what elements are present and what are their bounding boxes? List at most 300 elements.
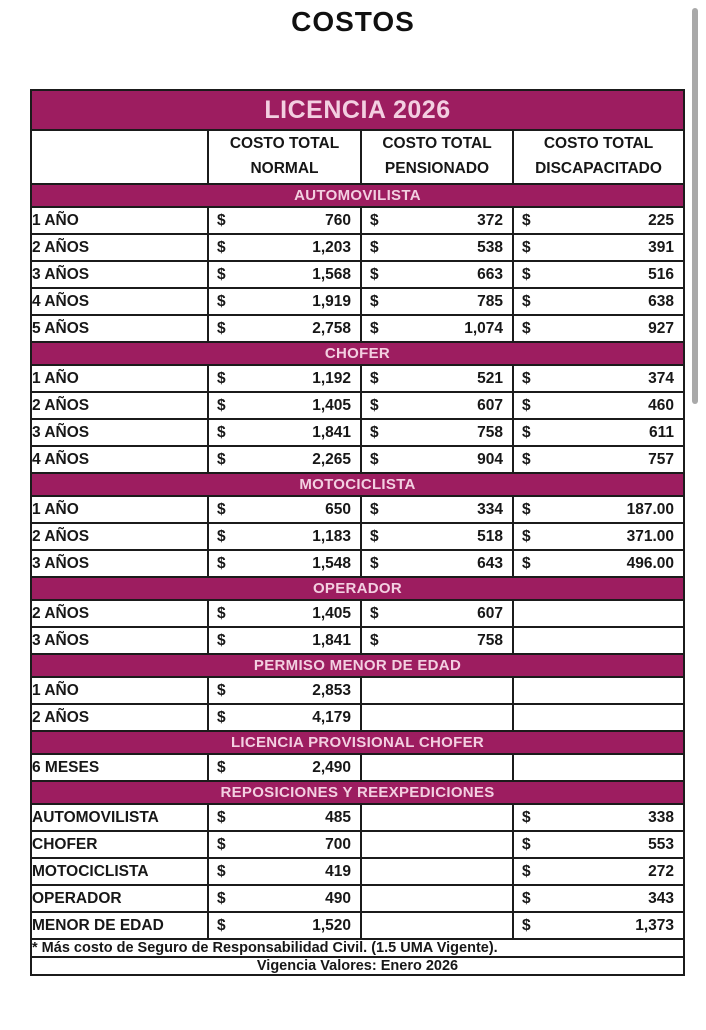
amount-value: 460 — [648, 396, 674, 414]
amount-wrap — [362, 239, 512, 257]
amount-value: 1,074 — [464, 319, 503, 337]
cell-discapacitado — [513, 831, 684, 858]
currency-symbol: $ — [217, 423, 226, 441]
col-header-pensionado — [361, 130, 513, 184]
currency-symbol: $ — [217, 238, 226, 256]
section-header-operador: OPERADOR — [31, 577, 684, 600]
col-header-normal-line2: NORMAL — [250, 160, 319, 177]
amount-wrap — [209, 370, 360, 388]
amount-wrap — [362, 212, 512, 230]
amount-value: 663 — [477, 265, 503, 283]
cell-normal — [208, 704, 361, 731]
amount-wrap — [209, 320, 360, 338]
cell-normal — [208, 550, 361, 577]
row-label: 2 AÑOS — [31, 523, 208, 550]
amount-value: 2,490 — [312, 758, 351, 776]
cell-normal — [208, 446, 361, 473]
amount-wrap — [209, 605, 360, 623]
table-row — [31, 677, 684, 704]
cell-pensionado — [361, 234, 513, 261]
amount-wrap — [209, 212, 360, 230]
cell-normal — [208, 627, 361, 654]
amount-value: 1,203 — [312, 238, 351, 256]
cell-pensionado — [361, 804, 513, 831]
currency-symbol: $ — [522, 808, 531, 826]
amount-value: 643 — [477, 554, 503, 572]
currency-symbol: $ — [522, 319, 531, 337]
row-label: 6 MESES — [31, 754, 208, 781]
currency-symbol: $ — [522, 527, 531, 545]
amount-value: 1,841 — [312, 631, 351, 649]
cell-pensionado — [361, 365, 513, 392]
currency-symbol: $ — [522, 423, 531, 441]
cell-pensionado — [361, 754, 513, 781]
amount-wrap — [514, 917, 683, 935]
amount-value: 758 — [477, 631, 503, 649]
cell-discapacitado — [513, 419, 684, 446]
currency-symbol: $ — [370, 396, 379, 414]
cell-discapacitado — [513, 315, 684, 342]
cell-normal — [208, 831, 361, 858]
amount-value: 490 — [325, 889, 351, 907]
cell-normal — [208, 523, 361, 550]
section-header-automovilista: AUTOMOVILISTA — [31, 184, 684, 207]
col-header-normal — [208, 130, 361, 184]
cell-pensionado — [361, 261, 513, 288]
cell-normal — [208, 207, 361, 234]
cell-pensionado — [361, 419, 513, 446]
cell-pensionado — [361, 523, 513, 550]
footnote: * Más costo de Seguro de Responsabilidad Civil. (1.5 UMA Vigente). — [31, 939, 684, 957]
currency-symbol: $ — [217, 708, 226, 726]
amount-value: 1,192 — [312, 369, 351, 387]
table-row — [31, 261, 684, 288]
amount-value: 391 — [648, 238, 674, 256]
amount-wrap — [209, 293, 360, 311]
amount-value: 516 — [648, 265, 674, 283]
table-row — [31, 496, 684, 523]
amount-wrap — [209, 863, 360, 881]
amount-wrap — [514, 528, 683, 546]
currency-symbol: $ — [522, 265, 531, 283]
currency-symbol: $ — [522, 916, 531, 934]
page-title: COSTOS — [291, 6, 415, 37]
amount-wrap — [362, 451, 512, 469]
cell-pensionado — [361, 315, 513, 342]
cell-normal — [208, 315, 361, 342]
currency-symbol: $ — [522, 292, 531, 310]
column-header-row — [31, 130, 684, 184]
table-row — [31, 207, 684, 234]
cell-discapacitado — [513, 523, 684, 550]
currency-symbol: $ — [370, 500, 379, 518]
amount-wrap — [514, 501, 683, 519]
cell-pensionado — [361, 446, 513, 473]
footnote-row — [31, 939, 684, 957]
amount-wrap — [514, 370, 683, 388]
amount-value: 1,568 — [312, 265, 351, 283]
amount-value: 518 — [477, 527, 503, 545]
row-label: CHOFER — [31, 831, 208, 858]
cell-discapacitado — [513, 365, 684, 392]
table-row — [31, 858, 684, 885]
amount-value: 785 — [477, 292, 503, 310]
cell-normal — [208, 288, 361, 315]
amount-value: 1,405 — [312, 396, 351, 414]
amount-value: 607 — [477, 604, 503, 622]
amount-value: 1,405 — [312, 604, 351, 622]
cell-normal — [208, 912, 361, 939]
amount-value: 371.00 — [626, 527, 674, 545]
amount-value: 187.00 — [626, 500, 674, 518]
currency-symbol: $ — [522, 862, 531, 880]
amount-value: 272 — [648, 862, 674, 880]
amount-wrap — [209, 709, 360, 727]
currency-symbol: $ — [217, 450, 226, 468]
currency-symbol: $ — [370, 423, 379, 441]
amount-wrap — [514, 397, 683, 415]
table-row — [31, 392, 684, 419]
cell-normal — [208, 677, 361, 704]
row-label: 5 AÑOS — [31, 315, 208, 342]
row-label: AUTOMOVILISTA — [31, 804, 208, 831]
amount-wrap — [362, 555, 512, 573]
amount-value: 1,548 — [312, 554, 351, 572]
currency-symbol: $ — [217, 808, 226, 826]
currency-symbol: $ — [370, 265, 379, 283]
section-band-row — [31, 342, 684, 365]
currency-symbol: $ — [522, 450, 531, 468]
amount-wrap — [209, 501, 360, 519]
amount-value: 757 — [648, 450, 674, 468]
amount-value: 760 — [325, 211, 351, 229]
cell-pensionado — [361, 704, 513, 731]
currency-symbol: $ — [370, 631, 379, 649]
table-row — [31, 754, 684, 781]
section-header-licencia-provisional-chofer: LICENCIA PROVISIONAL CHOFER — [31, 731, 684, 754]
cell-discapacitado — [513, 754, 684, 781]
amount-wrap — [362, 424, 512, 442]
amount-wrap — [514, 451, 683, 469]
cell-normal — [208, 419, 361, 446]
cell-discapacitado — [513, 704, 684, 731]
currency-symbol: $ — [370, 238, 379, 256]
cell-pensionado — [361, 496, 513, 523]
section-band-row — [31, 473, 684, 496]
col-header-pensionado-line1: COSTO TOTAL — [382, 135, 492, 153]
table-row — [31, 885, 684, 912]
cell-normal — [208, 804, 361, 831]
currency-symbol: $ — [522, 211, 531, 229]
amount-wrap — [209, 555, 360, 573]
row-label: 3 AÑOS — [31, 419, 208, 446]
currency-symbol: $ — [217, 396, 226, 414]
amount-wrap — [514, 890, 683, 908]
cell-discapacitado — [513, 207, 684, 234]
amount-value: 700 — [325, 835, 351, 853]
validity-row — [31, 957, 684, 975]
amount-wrap — [209, 397, 360, 415]
amount-wrap — [209, 836, 360, 854]
cell-normal — [208, 234, 361, 261]
currency-symbol: $ — [370, 450, 379, 468]
amount-value: 538 — [477, 238, 503, 256]
cell-normal — [208, 754, 361, 781]
amount-wrap — [514, 293, 683, 311]
currency-symbol: $ — [217, 369, 226, 387]
amount-wrap — [362, 632, 512, 650]
cell-pensionado — [361, 885, 513, 912]
row-label: 3 AÑOS — [31, 627, 208, 654]
cell-pensionado — [361, 912, 513, 939]
cell-pensionado — [361, 288, 513, 315]
amount-wrap — [514, 266, 683, 284]
section-header-chofer: CHOFER — [31, 342, 684, 365]
amount-value: 650 — [325, 500, 351, 518]
cell-normal — [208, 392, 361, 419]
currency-symbol: $ — [217, 631, 226, 649]
table-title: LICENCIA 2026 — [31, 90, 684, 130]
cell-pensionado — [361, 392, 513, 419]
table-row — [31, 550, 684, 577]
section-band-row — [31, 781, 684, 804]
row-label: 2 AÑOS — [31, 392, 208, 419]
table-row — [31, 365, 684, 392]
currency-symbol: $ — [370, 292, 379, 310]
table-row — [31, 627, 684, 654]
section-band-row — [31, 654, 684, 677]
amount-value: 611 — [648, 423, 674, 441]
table-row — [31, 600, 684, 627]
currency-symbol: $ — [217, 916, 226, 934]
cell-normal — [208, 600, 361, 627]
scrollbar-thumb[interactable] — [692, 8, 698, 404]
amount-wrap — [209, 239, 360, 257]
amount-wrap — [362, 266, 512, 284]
cell-normal — [208, 496, 361, 523]
section-band-row — [31, 731, 684, 754]
currency-symbol: $ — [370, 211, 379, 229]
amount-value: 1,919 — [312, 292, 351, 310]
row-label: 1 AÑO — [31, 207, 208, 234]
table-row — [31, 912, 684, 939]
amount-value: 374 — [648, 369, 674, 387]
amount-wrap — [209, 451, 360, 469]
row-label: 2 AÑOS — [31, 704, 208, 731]
cell-discapacitado — [513, 804, 684, 831]
row-label: MOTOCICLISTA — [31, 858, 208, 885]
row-label: 3 AÑOS — [31, 261, 208, 288]
table-row — [31, 704, 684, 731]
row-label: 2 AÑOS — [31, 234, 208, 261]
currency-symbol: $ — [217, 500, 226, 518]
col-header-normal-line1: COSTO TOTAL — [229, 135, 340, 153]
cell-discapacitado — [513, 858, 684, 885]
cell-discapacitado — [513, 912, 684, 939]
currency-symbol: $ — [370, 554, 379, 572]
cell-normal — [208, 885, 361, 912]
cell-discapacitado — [513, 261, 684, 288]
section-header-reposiciones-y-reexpediciones: REPOSICIONES Y REEXPEDICIONES — [31, 781, 684, 804]
cell-discapacitado — [513, 550, 684, 577]
amount-wrap — [362, 397, 512, 415]
row-label: 1 AÑO — [31, 365, 208, 392]
cell-pensionado — [361, 207, 513, 234]
amount-value: 1,841 — [312, 423, 351, 441]
currency-symbol: $ — [522, 554, 531, 572]
cell-normal — [208, 261, 361, 288]
currency-symbol: $ — [217, 211, 226, 229]
currency-symbol: $ — [522, 369, 531, 387]
amount-wrap — [209, 759, 360, 777]
amount-wrap — [514, 555, 683, 573]
amount-value: 927 — [648, 319, 674, 337]
section-band-row — [31, 577, 684, 600]
row-label: OPERADOR — [31, 885, 208, 912]
amount-wrap — [362, 320, 512, 338]
section-band-row — [31, 184, 684, 207]
cell-discapacitado — [513, 392, 684, 419]
cell-discapacitado — [513, 627, 684, 654]
row-label: 2 AÑOS — [31, 600, 208, 627]
amount-value: 4,179 — [312, 708, 351, 726]
section-header-permiso-menor-de-edad: PERMISO MENOR DE EDAD — [31, 654, 684, 677]
table-row — [31, 831, 684, 858]
currency-symbol: $ — [522, 396, 531, 414]
section-header-motociclista: MOTOCICLISTA — [31, 473, 684, 496]
currency-symbol: $ — [217, 758, 226, 776]
amount-value: 225 — [648, 211, 674, 229]
amount-wrap — [514, 809, 683, 827]
currency-symbol: $ — [370, 369, 379, 387]
amount-wrap — [209, 890, 360, 908]
currency-symbol: $ — [522, 889, 531, 907]
amount-value: 553 — [648, 835, 674, 853]
currency-symbol: $ — [522, 835, 531, 853]
amount-wrap — [514, 863, 683, 881]
row-label: 1 AÑO — [31, 677, 208, 704]
amount-wrap — [362, 605, 512, 623]
table-row — [31, 446, 684, 473]
col-header-pensionado-line2: PENSIONADO — [384, 160, 490, 177]
amount-wrap — [209, 528, 360, 546]
cell-normal — [208, 858, 361, 885]
amount-value: 2,265 — [312, 450, 351, 468]
amount-value: 607 — [477, 396, 503, 414]
amount-value: 2,758 — [312, 319, 351, 337]
currency-symbol: $ — [217, 835, 226, 853]
currency-symbol: $ — [217, 527, 226, 545]
table-row — [31, 234, 684, 261]
row-label: 4 AÑOS — [31, 446, 208, 473]
cell-discapacitado — [513, 446, 684, 473]
amount-value: 496.00 — [626, 554, 674, 572]
amount-value: 372 — [477, 211, 503, 229]
amount-value: 2,853 — [312, 681, 351, 699]
amount-value: 638 — [648, 292, 674, 310]
cell-pensionado — [361, 831, 513, 858]
validity-note: Vigencia Valores: Enero 2026 — [31, 957, 684, 975]
amount-value: 343 — [648, 889, 674, 907]
amount-wrap — [514, 836, 683, 854]
currency-symbol: $ — [217, 554, 226, 572]
currency-symbol: $ — [217, 604, 226, 622]
currency-symbol: $ — [370, 527, 379, 545]
cell-pensionado — [361, 600, 513, 627]
cell-pensionado — [361, 627, 513, 654]
amount-wrap — [362, 501, 512, 519]
cell-pensionado — [361, 677, 513, 704]
amount-value: 758 — [477, 423, 503, 441]
row-label: 4 AÑOS — [31, 288, 208, 315]
cell-discapacitado — [513, 288, 684, 315]
currency-symbol: $ — [217, 862, 226, 880]
cell-normal — [208, 365, 361, 392]
currency-symbol: $ — [370, 319, 379, 337]
table-row — [31, 288, 684, 315]
cell-discapacitado — [513, 496, 684, 523]
currency-symbol: $ — [522, 500, 531, 518]
amount-value: 1,373 — [635, 916, 674, 934]
amount-wrap — [362, 370, 512, 388]
currency-symbol: $ — [217, 681, 226, 699]
cell-pensionado — [361, 550, 513, 577]
amount-value: 485 — [325, 808, 351, 826]
cell-pensionado — [361, 858, 513, 885]
currency-symbol: $ — [217, 292, 226, 310]
amount-value: 521 — [477, 369, 503, 387]
table-row — [31, 315, 684, 342]
currency-symbol: $ — [217, 265, 226, 283]
amount-value: 1,520 — [312, 916, 351, 934]
cell-discapacitado — [513, 600, 684, 627]
amount-value: 419 — [325, 862, 351, 880]
amount-value: 334 — [477, 500, 503, 518]
amount-wrap — [209, 424, 360, 442]
table-row — [31, 419, 684, 446]
currency-symbol: $ — [217, 889, 226, 907]
amount-wrap — [209, 809, 360, 827]
amount-value: 904 — [477, 450, 503, 468]
col-header-discapacitado — [513, 130, 684, 184]
empty-header-cell — [31, 130, 208, 184]
currency-symbol: $ — [522, 238, 531, 256]
cell-discapacitado — [513, 885, 684, 912]
row-label: 1 AÑO — [31, 496, 208, 523]
amount-wrap — [209, 917, 360, 935]
amount-wrap — [514, 320, 683, 338]
license-cost-table — [30, 89, 685, 976]
amount-wrap — [209, 632, 360, 650]
row-label: 3 AÑOS — [31, 550, 208, 577]
amount-wrap — [514, 212, 683, 230]
currency-symbol: $ — [217, 319, 226, 337]
col-header-discapacitado-line1: COSTO TOTAL — [543, 135, 654, 153]
amount-wrap — [209, 682, 360, 700]
cell-discapacitado — [513, 234, 684, 261]
table-row — [31, 804, 684, 831]
amount-value: 1,183 — [312, 527, 351, 545]
cell-discapacitado — [513, 677, 684, 704]
table-title-row — [31, 90, 684, 130]
amount-wrap — [514, 239, 683, 257]
amount-wrap — [514, 424, 683, 442]
table-body — [31, 184, 684, 939]
currency-symbol: $ — [370, 604, 379, 622]
table-row — [31, 523, 684, 550]
row-label: MENOR DE EDAD — [31, 912, 208, 939]
amount-value: 338 — [648, 808, 674, 826]
